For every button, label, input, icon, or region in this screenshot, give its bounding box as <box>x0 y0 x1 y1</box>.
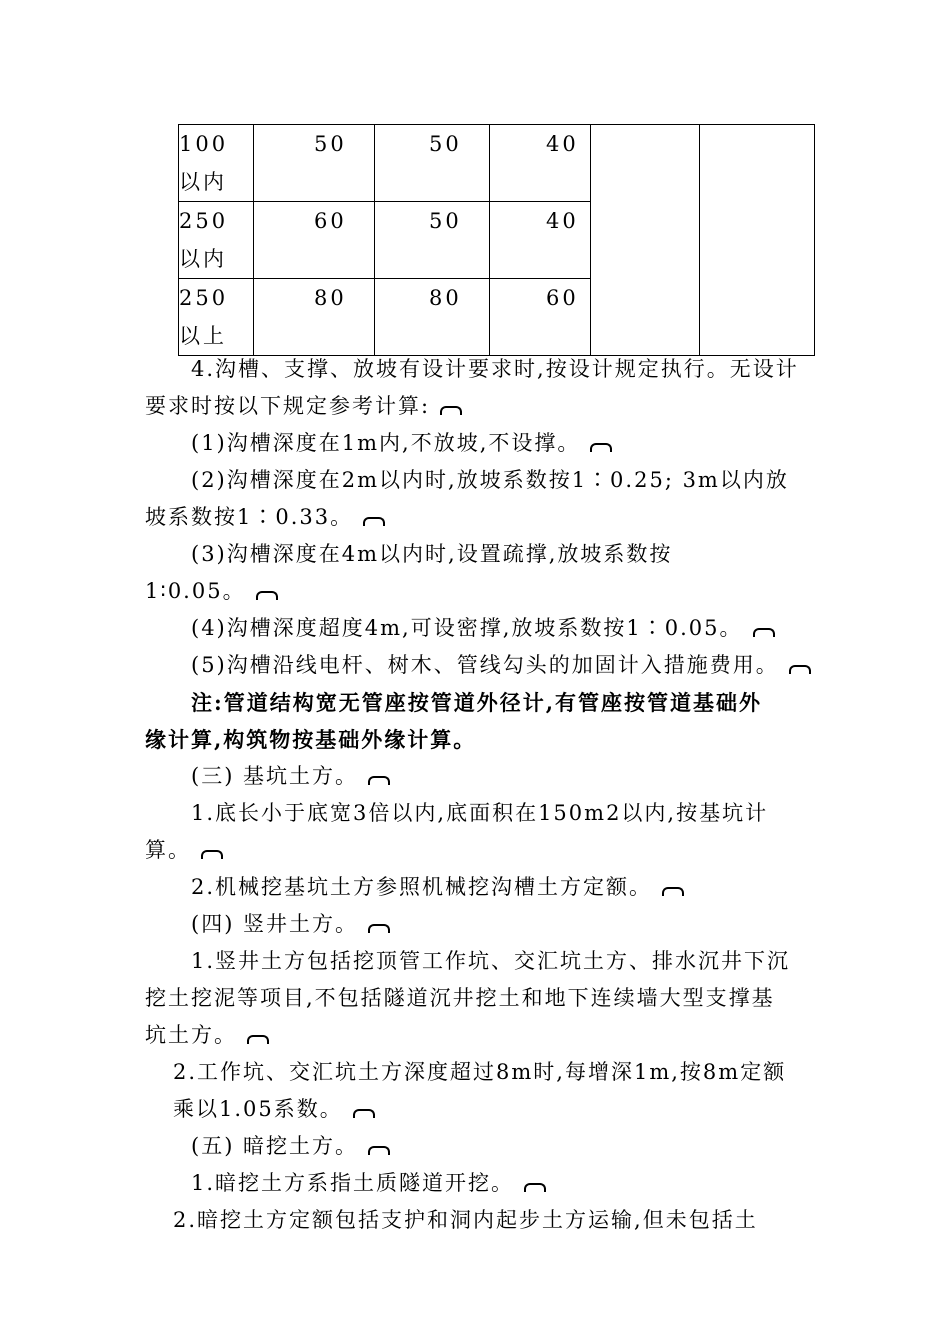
paragraph-line: 要求时按以下规定参考计算: <box>145 388 813 425</box>
paragraph-mark-icon <box>368 1146 390 1155</box>
value-cell: 50 <box>254 125 375 202</box>
paragraph-line: (2)沟槽深度在2m以内时,放坡系数按1∶0.25; 3m以内放 <box>191 468 789 492</box>
paragraph-line: (4)沟槽深度超度4m,可设密撑,放坡系数按1∶0.05。 <box>145 610 813 647</box>
value-cell: 50 <box>375 125 490 202</box>
depth-cell: 100 以内 <box>179 125 254 202</box>
paragraph-line: 挖土挖泥等项目,不包括隧道沉井挖土和地下连续墙大型支撑基 <box>145 986 775 1010</box>
paragraph-line: 1.竖井土方包括挖顶管工作坑、交汇坑土方、排水沉井下沉 <box>191 949 791 973</box>
paragraph-mark-icon <box>753 628 775 637</box>
paragraph-line: (3)沟槽深度在4m以内时,设置疏撑,放坡系数按 <box>191 542 673 566</box>
paragraph-line: 2.机械挖基坑土方参照机械挖沟槽土方定额。 <box>145 869 813 906</box>
paragraph-mark-icon <box>256 591 278 600</box>
paragraph-line: (1)沟槽深度在1m内,不放坡,不设撑。 <box>145 425 813 462</box>
depth-cell: 250 以上 <box>179 279 254 356</box>
section-heading: (三) 基坑土方。 <box>145 758 813 795</box>
table-row <box>179 125 815 202</box>
value-cell: 60 <box>490 279 591 356</box>
paragraph-mark-icon <box>789 665 811 674</box>
paragraph-line: 1∶0.05。 <box>145 573 813 610</box>
paragraph-line: 1.暗挖土方系指土质隧道开挖。 <box>145 1165 813 1202</box>
paragraph-mark-icon <box>662 887 684 896</box>
value-cell: 60 <box>254 202 375 279</box>
paragraph-mark-icon <box>201 850 223 859</box>
body-text <box>145 351 813 1239</box>
paragraph-mark-icon <box>590 443 612 452</box>
empty-cell <box>591 125 700 356</box>
section-heading: (四) 竖井土方。 <box>145 906 813 943</box>
paragraph-mark-icon <box>353 1109 375 1118</box>
paragraph-line: 乘以1.05系数。 <box>145 1091 813 1128</box>
note-line: 缘计算,构筑物按基础外缘计算。 <box>145 727 477 752</box>
value-cell: 50 <box>375 202 490 279</box>
section-heading: (五) 暗挖土方。 <box>145 1128 813 1165</box>
paragraph-line: (5)沟槽沿线电杆、树木、管线勾头的加固计入措施费用。 <box>145 647 813 684</box>
empty-cell <box>700 125 815 356</box>
slope-table <box>178 124 815 356</box>
paragraph-mark-icon <box>247 1035 269 1044</box>
depth-cell: 250 以内 <box>179 202 254 279</box>
value-cell: 40 <box>490 202 591 279</box>
paragraph-line: 4.沟槽、支撑、放坡有设计要求时,按设计规定执行。无设计 <box>191 357 799 381</box>
value-cell: 40 <box>490 125 591 202</box>
paragraph-mark-icon <box>363 517 385 526</box>
note-line: 注:管道结构宽无管座按管道外径计,有管座按管道基础外 <box>191 690 763 715</box>
value-cell: 80 <box>254 279 375 356</box>
value-cell: 80 <box>375 279 490 356</box>
paragraph-mark-icon <box>368 776 390 785</box>
paragraph-mark-icon <box>524 1183 546 1192</box>
paragraph-line: 坡系数按1∶0.33。 <box>145 499 813 536</box>
paragraph-line: 算。 <box>145 832 813 869</box>
paragraph-line: 2.暗挖土方定额包括支护和洞内起步土方运输,但未包括土 <box>173 1208 758 1232</box>
paragraph-line: 2.工作坑、交汇坑土方深度超过8m时,每增深1m,按8m定额 <box>173 1060 787 1084</box>
paragraph-mark-icon <box>440 406 462 415</box>
paragraph-mark-icon <box>368 924 390 933</box>
paragraph-line: 1.底长小于底宽3倍以内,底面积在150m2以内,按基坑计 <box>191 801 769 825</box>
paragraph-line: 坑土方。 <box>145 1017 813 1054</box>
